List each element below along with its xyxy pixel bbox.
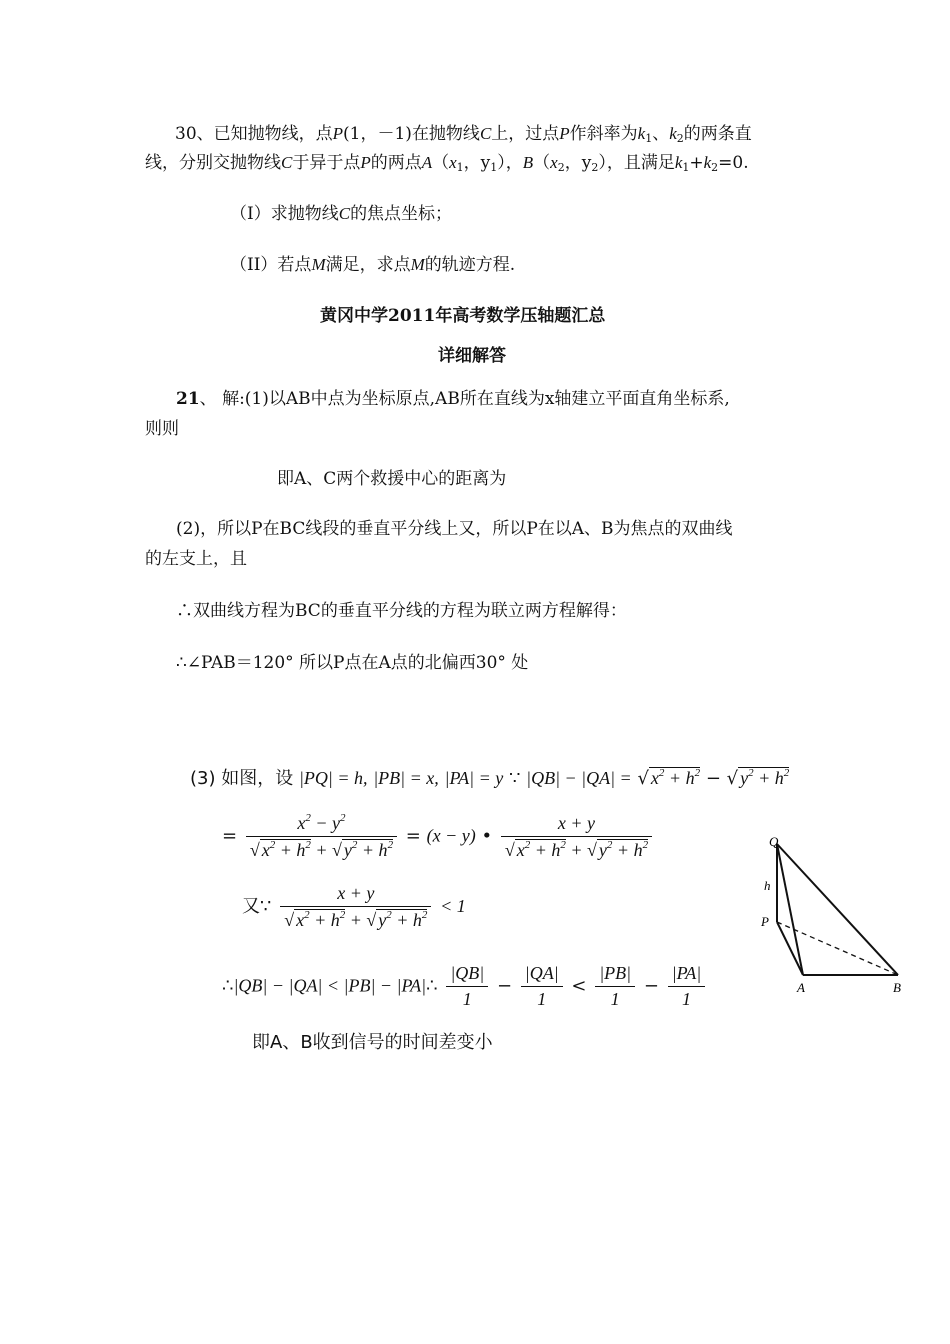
edge-PA bbox=[777, 922, 803, 975]
edge-QA bbox=[777, 844, 803, 975]
edge-QB bbox=[777, 844, 898, 975]
label-P: P bbox=[761, 914, 769, 929]
part3-line1: (3) 如图，设 |PQ| = h, |PB| = x, |PA| = y ∵ |QB| − |QA| = √ $x^2 + h^2$ − √ $y^2 + h^2$ bbox=[190, 767, 790, 789]
solution21-line2: 则则 bbox=[145, 419, 179, 439]
part3-line2: = $\frac{x^2 - y^2}{√ x^2 + h^2 + √ y^2 + h^2}$ = (x − y) • $\frac{x + y}{√ x^2 + h^2 + √ y^2 + h^2}$ bbox=[222, 812, 655, 861]
problem30-part2: （II）若点M满足，求点M的轨迹方程. bbox=[230, 255, 516, 275]
solution21-line6: ∴双曲线方程为BC的垂直平分线的方程为联立两方程解得： bbox=[176, 601, 627, 621]
problem30-part1: （I）求抛物线C的焦点坐标； bbox=[230, 204, 453, 224]
label-Q: Q bbox=[769, 834, 779, 849]
part3-line4: ∴|QB| − |QA| < |PB| − |PA|∴ $\frac{|QB|}{1}$ − $\frac{|QA|}{1}$ < $\frac{|PB|}{1}$ − $\frac{|PA|}{1}$ bbox=[222, 963, 708, 1010]
part3-line3: 又∵ $\frac{x + y}{√ x^2 + h^2 + √ y^2 + h^2}$ < 1 bbox=[242, 883, 466, 930]
solution21-line4: (2)，所以P在BC线段的垂直平分线上又，所以P在以A、B为焦点的双曲线 bbox=[176, 519, 733, 539]
page-subtitle: 详细解答 bbox=[438, 346, 506, 366]
page-title: 黄冈中学2011年高考数学压轴题汇总 bbox=[320, 306, 606, 326]
solution21-line1: 21、 解:(1)以AB中点为坐标原点,AB所在直线为x轴建立平面直角坐标系, bbox=[176, 389, 730, 409]
part3-conclusion: 即A、B收到信号的时间差变小 bbox=[252, 1032, 493, 1053]
solution21-line5: 的左支上，且 bbox=[145, 549, 247, 569]
edge-PB-hidden bbox=[777, 922, 898, 975]
problem30-line1: 30、已知抛物线，点P(1，－1)在抛物线C上，过点P作斜率为$k_1$、$k_2$的两条直 bbox=[175, 124, 752, 145]
label-B: B bbox=[893, 980, 901, 995]
label-A: A bbox=[797, 980, 805, 995]
problem30-line2: 线，分别交抛物线C于异于点P的两点$A(x_1$，$y_1$），$B(x_2$，$y_2$），且满足$k_1+k_2=0$. bbox=[145, 153, 749, 174]
solution21-line3: 即A、C两个救援中心的距离为 bbox=[277, 469, 507, 489]
label-h: h bbox=[764, 878, 771, 893]
pyramid-figure bbox=[755, 832, 915, 1002]
solution21-line7: ∴∠PAB＝120° 所以P点在A点的北偏西30° 处 bbox=[176, 653, 529, 673]
